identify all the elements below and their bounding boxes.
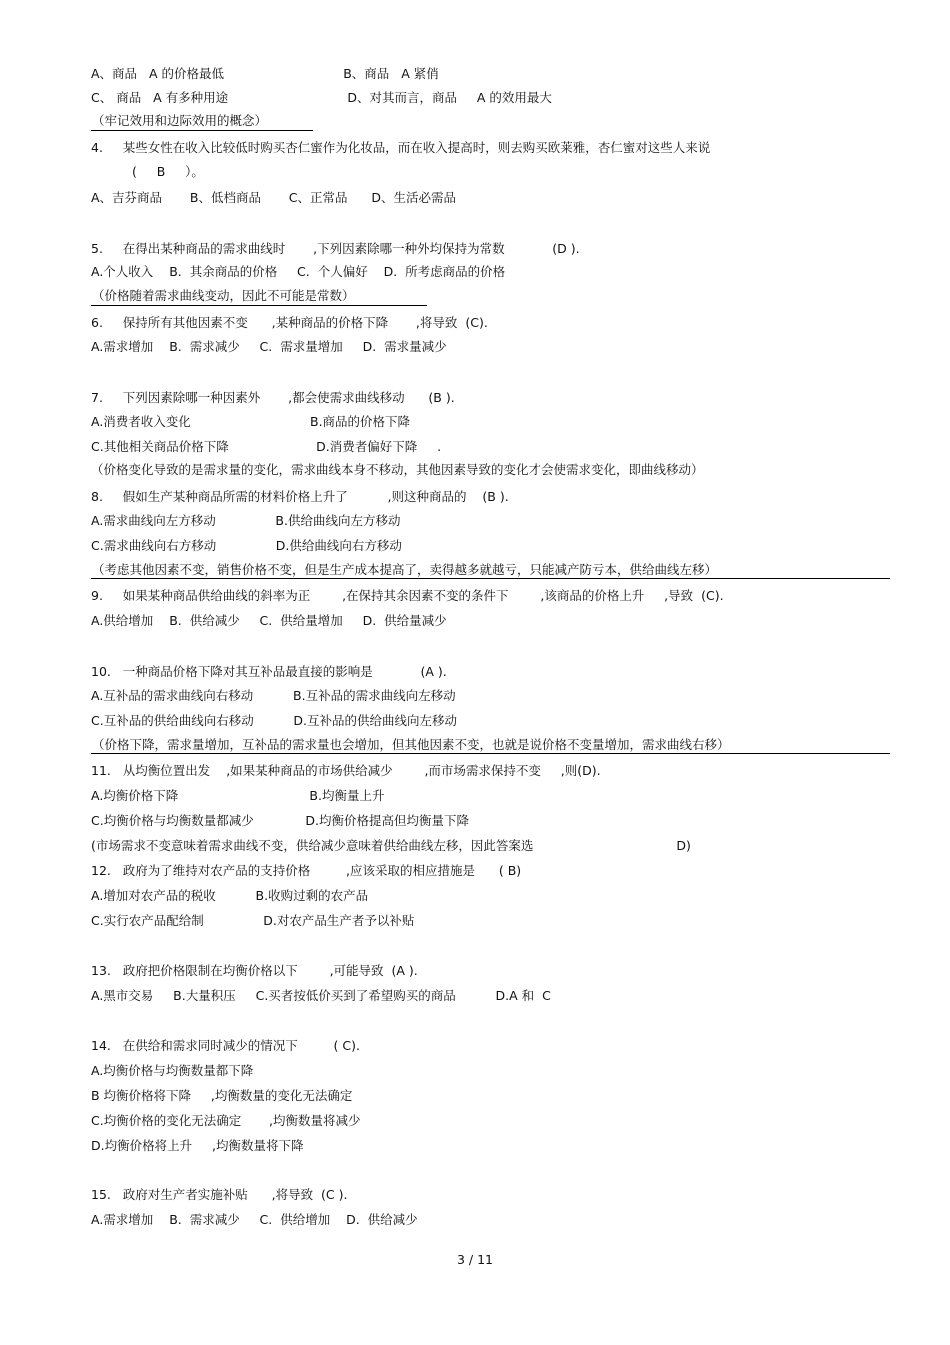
underline (91, 130, 313, 131)
text-line: 4. 某些女性在收入比较低时购买杏仁蜜作为化妆品，而在收入提高时，则去购买欧莱雅，杏仁蜜对这些人来说 (91, 140, 711, 155)
text-line: 14. 在供给和需求同时减少的情况下 ( C). (91, 1038, 360, 1053)
note-line: （考虑其他因素不变，销售价格不变，但是生产成本提高了，卖得越多就越亏，只能减产防亏本，供给曲线左移） (92, 562, 718, 577)
text-line: B 均衡价格将下降 ,均衡数量的变化无法确定 (91, 1088, 353, 1103)
text-line: A.均衡价格与均衡数量都下降 (91, 1063, 254, 1078)
text-line: 12. 政府为了维持对农产品的支持价格 ,应该采取的相应措施是 ( B) (91, 863, 522, 878)
note-line: （价格变化导致的是需求量的变化，需求曲线本身不移动，其他因素导致的变化才会使需求变化，即曲线移动） (91, 462, 704, 477)
text-line: A、商品 A 的价格最低 B、商品 A 紧俏 (91, 66, 439, 81)
text-line: A.黑市交易 B.大量积压 C.买者按低价买到了希望购买的商品 D.A 和 C (91, 988, 551, 1003)
text-line: 6. 保持所有其他因素不变 ,某种商品的价格下降 ,将导致 (C). (91, 315, 488, 330)
text-line: C.其他相关商品价格下降 D.消费者偏好下降 . (91, 439, 442, 454)
text-line: A.需求曲线向左方移动 B.供给曲线向左方移动 (91, 513, 401, 528)
text-line: C、 商品 A 有多种用途 D、对其而言，商品 A 的效用最大 (91, 90, 552, 105)
text-line: 13. 政府把价格限制在均衡价格以下 ,可能导致 (A ). (91, 963, 418, 978)
text-line: 11. 从均衡位置出发 ,如果某种商品的市场供给减少 ,而市场需求保持不变 ,则(D). (91, 763, 601, 778)
text-line: C.均衡价格的变化无法确定 ,均衡数量将减少 (91, 1113, 361, 1128)
text-line: A.增加对农产品的税收 B.收购过剩的农产品 (91, 888, 369, 903)
text-line: 7. 下列因素除哪一种因素外 ,都会使需求曲线移动 (B ). (91, 390, 455, 405)
text-line: A.互补品的需求曲线向右移动 B.互补品的需求曲线向左移动 (91, 688, 456, 703)
text-line: C.实行农产品配给制 D.对农产品生产者予以补贴 (91, 913, 415, 928)
text-line: 9. 如果某种商品供给曲线的斜率为正 ,在保持其余因素不变的条件下 ,该商品的价格上升 ,导致 (C). (91, 588, 724, 603)
text-line: D.均衡价格将上升 ,均衡数量将下降 (91, 1138, 304, 1153)
text-line: C.均衡价格与均衡数量都减少 D.均衡价格提高但均衡量下降 (91, 813, 469, 828)
text-line: 15. 政府对生产者实施补贴 ,将导致 (C ). (91, 1187, 348, 1202)
text-line: ( B ）。 (132, 164, 204, 179)
note-line: （价格随着需求曲线变动，因此不可能是常数） (92, 288, 355, 303)
text-line: 8. 假如生产某种商品所需的材料价格上升了 ,则这种商品的 (B ). (91, 489, 509, 504)
underline (91, 753, 890, 754)
text-line: 10. 一种商品价格下降对其互补品最直接的影响是 (A ). (91, 664, 447, 679)
underline (91, 305, 427, 306)
text-line: C.需求曲线向右方移动 D.供给曲线向右方移动 (91, 538, 402, 553)
text-line: A.均衡价格下降 B.均衡量上升 (91, 788, 385, 803)
page-number: 3 / 11 (456, 1252, 494, 1267)
text-line: C.互补品的供给曲线向右移动 D.互补品的供给曲线向左移动 (91, 713, 458, 728)
text-line: A.消费者收入变化 B.商品的价格下降 (91, 414, 411, 429)
note-line: (市场需求不变意味着需求曲线不变，供给减少意味着供给曲线左移，因此答案选 D) (91, 838, 691, 853)
text-line: A.需求增加 B. 需求减少 C. 需求量增加 D. 需求量减少 (91, 339, 447, 354)
text-line: A.个人收入 B. 其余商品的价格 C. 个人偏好 D. 所考虑商品的价格 (91, 264, 506, 279)
text-line: A.需求增加 B. 需求减少 C. 供给增加 D. 供给减少 (91, 1212, 418, 1227)
note-line: （价格下降，需求量增加，互补品的需求量也会增加，但其他因素不变，也就是说价格不变量增加，需求曲线右移） (92, 737, 730, 752)
underline (91, 578, 890, 579)
note-line: （牢记效用和边际效用的概念） (92, 113, 268, 128)
text-line: A.供给增加 B. 供给减少 C. 供给量增加 D. 供给量减少 (91, 613, 447, 628)
text-line: A、吉芬商品 B、低档商品 C、正常品 D、生活必需品 (91, 190, 456, 205)
text-line: 5. 在得出某种商品的需求曲线时 ,下列因素除哪一种外均保持为常数 (D ). (91, 241, 580, 256)
